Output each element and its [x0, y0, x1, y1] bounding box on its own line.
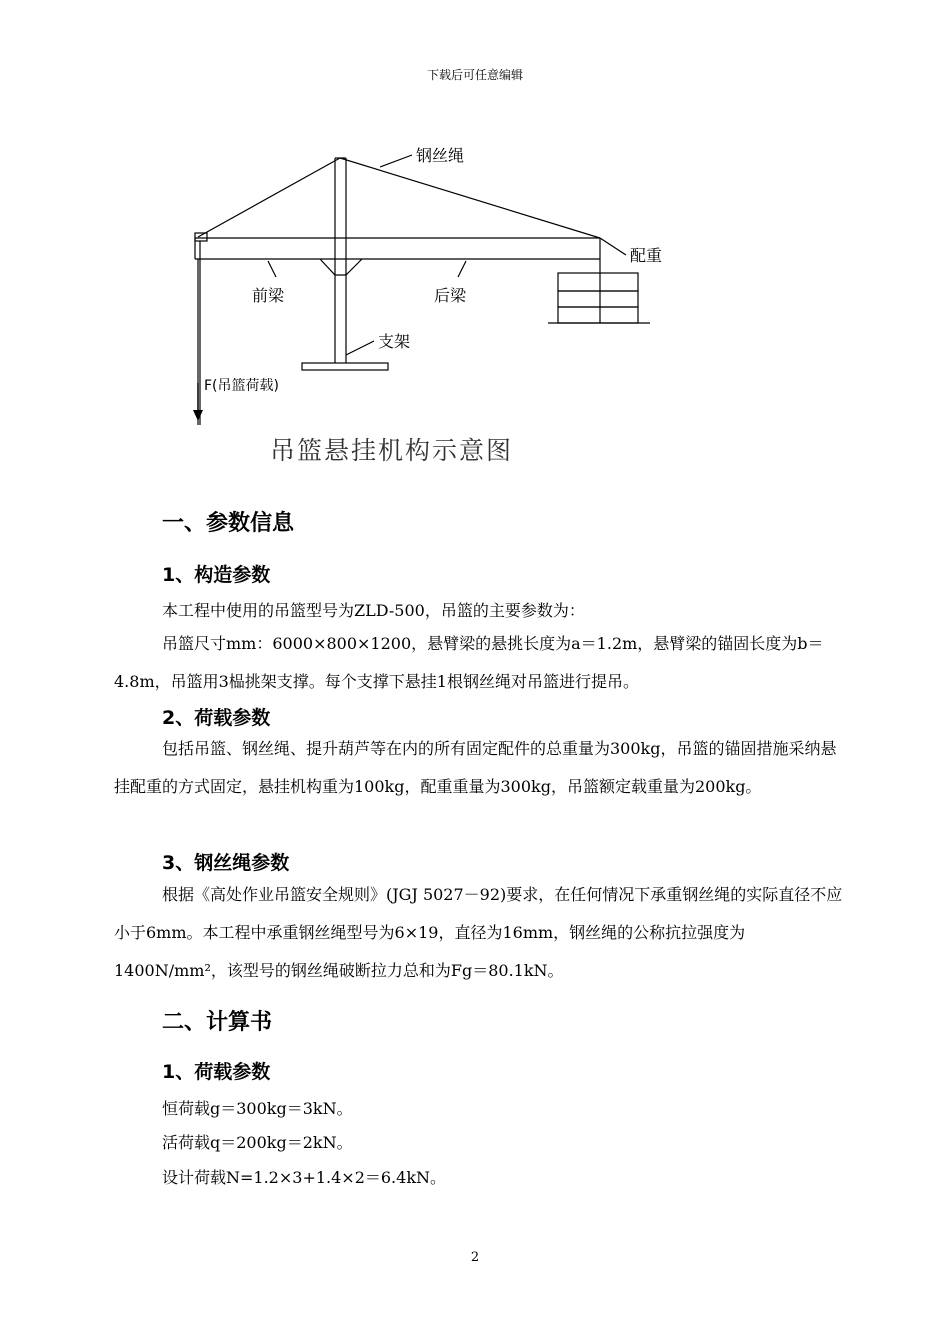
section1-sub3-para-text: 根据《高处作业吊篮安全规则》(JGJ 5027－92)要求，在任何情况下承重钢丝绳的实际直径不应小于6mm。本工程中承重钢丝绳型号为6×19，直径为16mm，钢丝绳的公称抗拉强度为1400N/mm²，该型号的钢丝绳破断拉力总和为Fg＝80.1kN。: [114, 885, 843, 980]
section1-sub2-para: [114, 730, 844, 806]
label-counterweight: 配重: [630, 246, 663, 265]
load-arrow-head: [193, 410, 203, 421]
figure-caption: 吊篮悬挂机构示意图: [270, 436, 514, 465]
section2-sub1-line3: 设计荷载N=1.2×3+1.4×2＝6.4kN。: [162, 1168, 447, 1187]
wire-rope-left: [198, 158, 340, 237]
section1-sub1-para: [114, 625, 844, 701]
section1-sub2-title: 2、荷载参数: [162, 707, 271, 729]
section1-sub3-para: [114, 876, 844, 990]
counterweight-block-3: [558, 307, 638, 323]
section1-title: 一、参数信息: [162, 511, 295, 536]
section2-sub1-line1: 恒荷载g＝300kg＝3kN。: [162, 1099, 353, 1118]
leader-wire-rope: [380, 155, 412, 167]
suspension-mechanism-figure: [180, 125, 663, 475]
label-rear-beam: 后梁: [434, 286, 467, 305]
section2-sub1-line2: 活荷载q＝200kg＝2kN。: [162, 1133, 353, 1152]
leader-rear-beam: [458, 261, 466, 277]
wire-rope-right: [340, 158, 600, 238]
section1-sub2-para-text: 包括吊篮、钢丝绳、提升葫芦等在内的所有固定配件的总重量为300kg，吊篮的锚固措施采纳悬挂配重的方式固定，悬挂机构重为100kg，配重重量为300kg，吊篮额定载重量为200kg。: [114, 739, 837, 796]
label-front-beam: 前梁: [252, 286, 285, 305]
page-header: 下载后可任意编辑: [426, 68, 523, 82]
section1-sub1-title: 1、构造参数: [162, 564, 271, 586]
section1-sub1-line1: 本工程中使用的吊篮型号为ZLD-500，吊篮的主要参数为：: [162, 601, 585, 620]
label-wire-rope: 钢丝绳: [416, 146, 465, 165]
counterweight-block-2: [558, 291, 638, 307]
brace: [320, 259, 362, 275]
label-support: 支架: [378, 332, 411, 351]
section1-sub3-title: 3、钢丝绳参数: [162, 852, 290, 874]
leader-support: [346, 341, 374, 355]
pulley-block: [195, 233, 207, 241]
base-plate: [302, 363, 388, 370]
section2-sub1-title: 1、荷载参数: [162, 1061, 271, 1083]
section1-sub1-para-text: 吊篮尺寸mm：6000×800×1200，悬臂梁的悬挑长度为a＝1.2m，悬臂梁的锚固长度为b＝4.8m，吊篮用3榀挑架支撑。每个支撑下悬挂1根钢丝绳对吊篮进行提吊。: [114, 634, 824, 691]
leader-counterweight: [600, 238, 626, 255]
counterweight-block-1: [558, 273, 638, 291]
section2-title: 二、计算书: [162, 1010, 273, 1035]
page-number: 2: [470, 1250, 480, 1265]
label-load: F(吊篮荷载): [204, 378, 279, 394]
leader-front-beam: [268, 261, 276, 277]
